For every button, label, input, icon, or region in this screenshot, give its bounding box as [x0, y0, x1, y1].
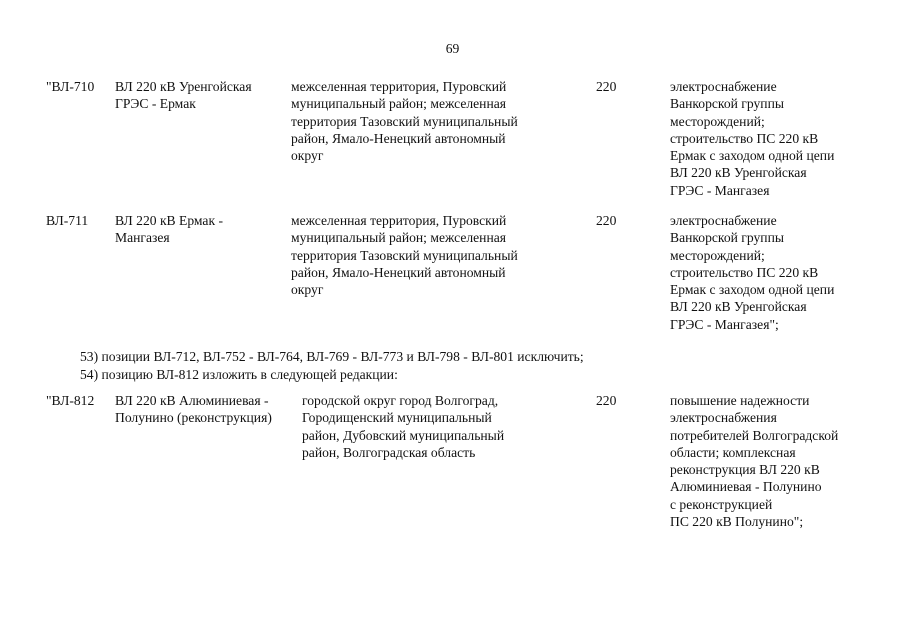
line-voltage: 220 — [596, 79, 617, 94]
page-number: 69 — [445, 41, 460, 56]
line-name: ВЛ 220 кВ Уренгойская ГРЭС - Ермак — [115, 79, 252, 112]
line-name: ВЛ 220 кВ Ермак - Мангазея — [115, 213, 223, 246]
line-purpose: электроснабжение Ванкорской группы месторождений; строительство ПС 220 кВ Ермак с заходом одной цепи ВЛ 220 кВ Уренгойская ГРЭС - Мангазея — [670, 79, 835, 198]
line-code: ВЛ-711 — [46, 213, 89, 228]
instruction-54: 54) позицию ВЛ-812 изложить в следующей редакции: — [80, 367, 398, 382]
line-purpose: электроснабжение Ванкорской группы месторождений; строительство ПС 220 кВ Ермак с заходом одной цепи ВЛ 220 кВ Уренгойская ГРЭС - Мангазея"; — [670, 213, 835, 332]
line-territory: городской округ город Волгоград, Городищенский муниципальный район, Дубовский муниципальный район, Волгоградская область — [302, 393, 505, 460]
line-code: "ВЛ-710 — [46, 79, 95, 94]
line-voltage: 220 — [596, 393, 617, 408]
line-territory: межселенная территория, Пуровский муниципальный район; межселенная территория Тазовский муниципальный район, Ямало-Ненецкий автономный округ — [291, 213, 518, 298]
line-code: "ВЛ-812 — [46, 393, 95, 408]
instruction-53: 53) позиции ВЛ-712, ВЛ-752 - ВЛ-764, ВЛ-769 - ВЛ-773 и ВЛ-798 - ВЛ-801 исключить; — [80, 349, 584, 364]
line-purpose: повышение надежности электроснабжения потребителей Волгоградской области; комплексная реконструкция ВЛ 220 кВ Алюминиевая - Полунино с реконструкцией ПС 220 кВ Полунино"; — [670, 393, 839, 530]
line-name: ВЛ 220 кВ Алюминиевая - Полунино (реконструкция) — [115, 393, 272, 426]
line-voltage: 220 — [596, 213, 617, 228]
line-territory: межселенная территория, Пуровский муниципальный район; межселенная территория Тазовский муниципальный район, Ямало-Ненецкий автономный округ — [291, 79, 518, 164]
